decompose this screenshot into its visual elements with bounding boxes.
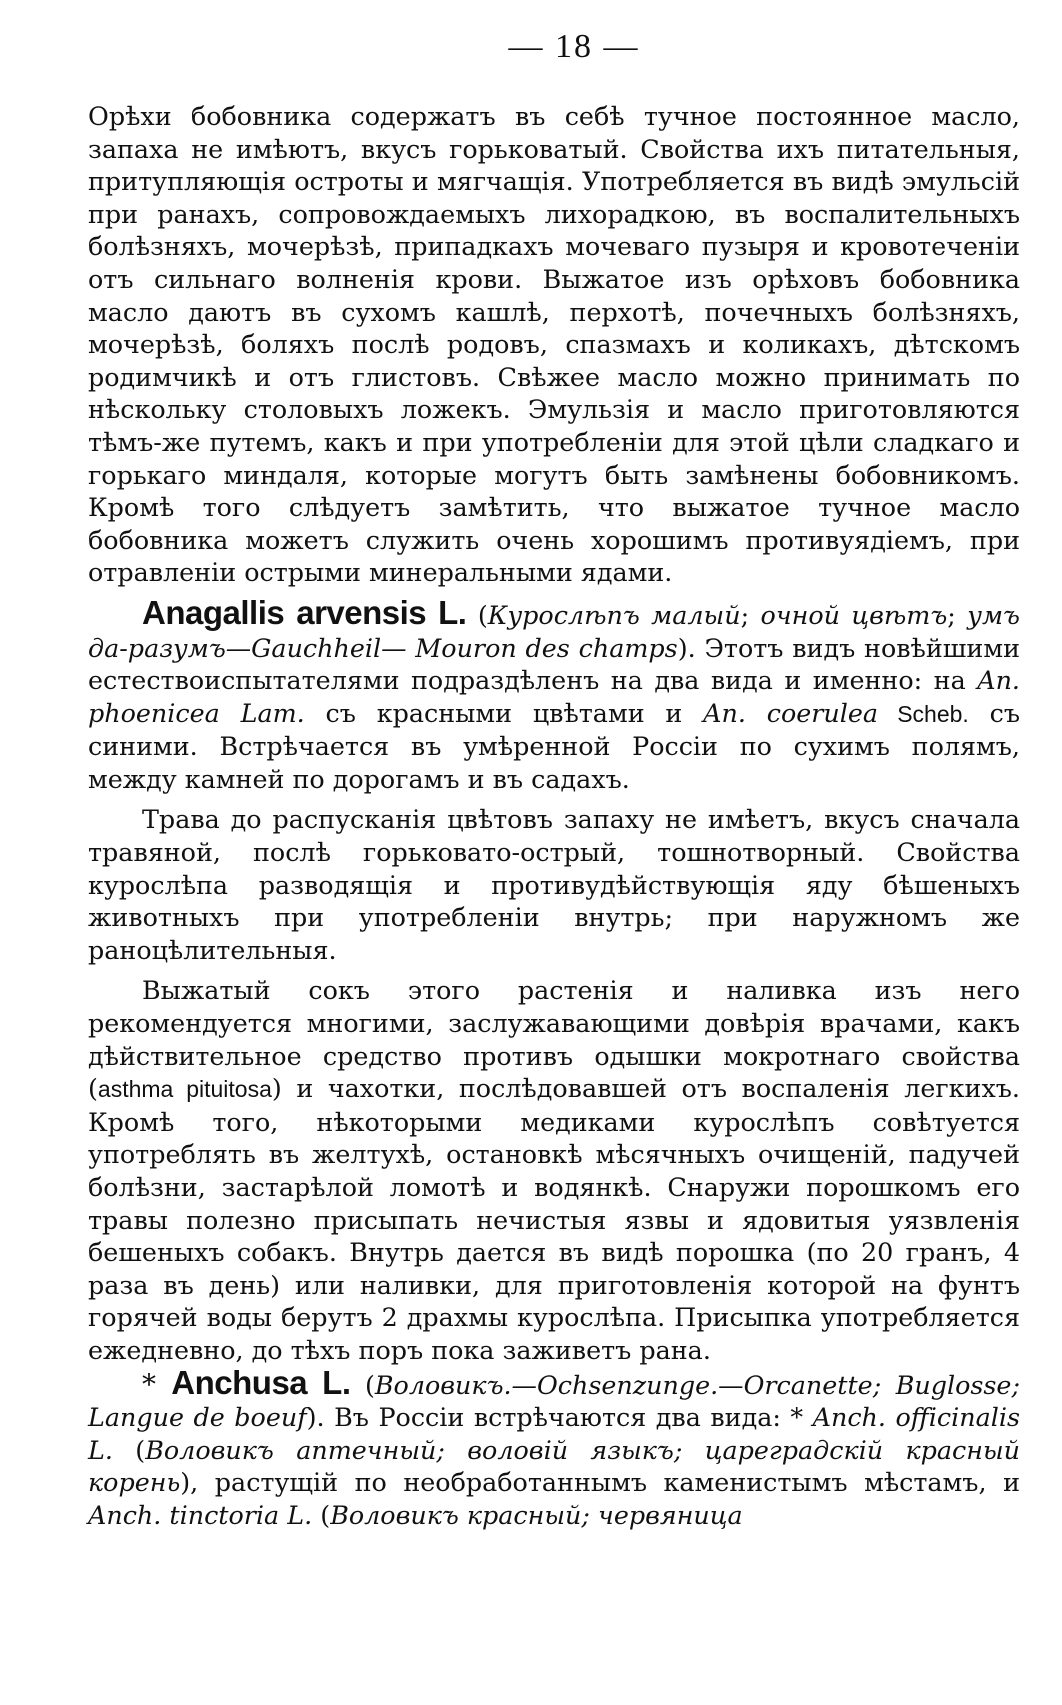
- paragraph-text: Трава до распусканія цвѣтовъ запаху не имѣетъ, вкусъ сначала травяной, послѣ горьковато-острый, тошнотворный. Свойства курослѣпа разводящія и противудѣйствующія яду бѣшеныхъ животныхъ при употребленіи внутрь; при наружномъ же раноцѣлительныя.: [88, 804, 1020, 965]
- synonym: Курослѣпъ малый: [487, 599, 741, 630]
- latin-term: asthma pituitosa: [97, 1076, 272, 1103]
- synonym-open: (: [112, 1434, 146, 1465]
- entry-anagallis: [88, 593, 1020, 796]
- paragraph-text: ), растущій по необработаннымъ каменистымъ мѣстамъ, и: [180, 1467, 1020, 1498]
- synonym-open: (: [312, 1499, 331, 1530]
- entry-anchusa: [88, 1363, 1021, 1532]
- synonym-open: (: [350, 1369, 375, 1400]
- paragraph-herb-properties: [88, 803, 1020, 966]
- paragraph-text: съ красными цвѣтами и: [304, 697, 704, 728]
- entry-term: Anagallis arvensis L.: [142, 593, 467, 631]
- asterisk-mark: *: [790, 1402, 813, 1433]
- paragraph-text: ). Въ Россіи встрѣчаются два вида:: [306, 1402, 791, 1433]
- paragraph-herb-usage: [88, 974, 1020, 1366]
- page-number: — 18 —: [508, 28, 640, 65]
- synonym: Воловикъ.—Ochsenzunge.—Orcanette; Buglosse; Langue de boeuf: [88, 1369, 1021, 1433]
- synonym-open: (: [466, 599, 488, 630]
- asterisk-mark: *: [142, 1367, 172, 1401]
- paragraph-text: ). Этотъ видъ новѣйшими естествоиспытателями подраздѣленъ на два вида и именно: на: [88, 632, 1020, 696]
- paragraph-text: Орѣхи бобовника содержатъ въ себѣ тучное постоянное масло, запаха не имѣютъ, вкусъ горьковатый. Свойства ихъ питательныя, притупляющія остроты и мягчащія. Употребляется въ видѣ эмульсій при ранахъ, сопровождаемыхъ лихорадкою, въ воспалительныхъ болѣзняхъ, мочерѣзѣ, припадкахъ мочеваго пузыря и кровотеченіи отъ сильнаго волненія крови. Выжатое изъ орѣховъ бобовника масло даютъ въ сухомъ кашлѣ, перхотѣ, почечныхъ болѣзняхъ, мочерѣзѣ, боляхъ послѣ родовъ, спазмахъ и коликахъ, дѣтскомъ родимчикѣ и отъ глистовъ. Свѣжее масло можно принимать по нѣскольку столовыхъ ложекъ. Эмульзія и масло приготовляются тѣмъ-же путемъ, какъ и при употребленіи для этой цѣли сладкаго и горькаго миндаля, которые могутъ быть замѣнены бобовникомъ. Кромѣ того слѣдуетъ замѣтить, что выжатое тучное масло бобовника можетъ служить очень хорошимъ противуядіемъ, при отравленіи острыми минеральными ядами.: [88, 101, 1020, 588]
- species-author: Scheb.: [878, 700, 969, 727]
- separator: ;: [740, 599, 761, 630]
- synonym: Воловикъ красный; червяница: [330, 1499, 743, 1530]
- species-name: Anch. tinctoria L.: [88, 1499, 313, 1530]
- paragraph-text: Выжатый сокъ этого растенія и наливка изъ него рекомендуется многими, заслужавающими довѣрія врачами, какъ дѣйствительное средство противъ одышки мокротнаго свойства (: [88, 975, 1020, 1104]
- paragraph-text: съ синими. Встрѣчается въ умѣренной Россіи по сухимъ полямъ, между камней по дорогамъ и въ садахъ.: [88, 697, 1020, 794]
- species-name: An. coerulea: [703, 697, 879, 728]
- separator: ;: [947, 599, 968, 630]
- paragraph-text: ) и чахотки, послѣдовавшей отъ воспаленія легкихъ. Кромѣ того, нѣкоторыми медиками курослѣпъ совѣтуется употреблять въ желтухѣ, остановкѣ мѣсячныхъ очищеній, падучей болѣзни, застарѣлой ломотѣ и водянкѣ. Снаружи порошкомъ его травы полезно присыпать нечистыя язвы и ядовитыя уязвленія бешеныхъ собакъ. Внутрь дается въ видѣ порошка (по 20 гранъ, 4 раза въ день) или наливки, для приготовленія которой на фунтъ горячей воды берутъ 2 драхмы курослѣпа. Присыпка употребляется ежедневно, до тѣхъ поръ пока заживетъ рана.: [88, 1073, 1020, 1365]
- synonym: умъ да-разумъ—Gauchheil— Mouron des champs: [88, 599, 1020, 663]
- entry-term: Anchusa L.: [171, 1363, 351, 1401]
- species-name: An. phoenicea Lam.: [88, 665, 1020, 728]
- paragraph-bean-oil: [88, 100, 1020, 589]
- synonym: очной цвѣтъ: [760, 599, 948, 630]
- synonym: Воловикъ аптечный; воловій языкъ; цареградскій красный корень: [88, 1434, 1020, 1498]
- species-name: Anch. officinalis L.: [88, 1402, 1020, 1465]
